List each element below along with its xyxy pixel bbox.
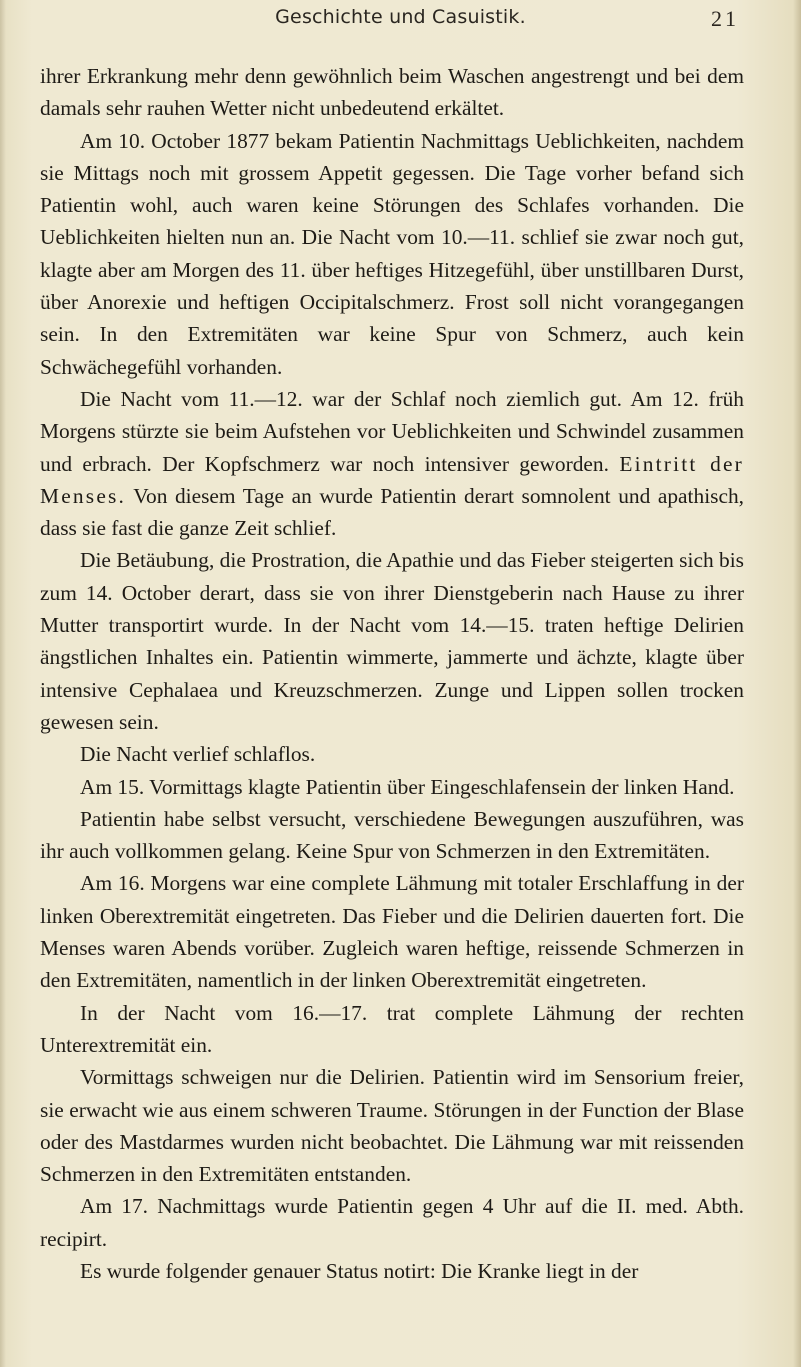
paragraph-3-part-a: Die Nacht vom 11.—12. war der Schlaf noch ziemlich gut. Am 12. früh Morgens stürzte sie beim Aufstehen vor Ueblichkeiten und Schwindel zusammen und erbrach. Der Kopfschmerz war noch intensiver geworden.	[40, 386, 744, 476]
page-header	[0, 6, 801, 36]
paragraph-4: Die Betäubung, die Prostration, die Apathie und das Fieber steigerten sich bis zum 14. October derart, dass sie von ihrer Dienstgeberin nach Hause zu ihrer Mutter transportirt wurde. In der Nacht vom 14.—15. traten heftige Delirien ängstlichen Inhaltes ein. Patientin wimmerte, jammerte und ächzte, klagte über intensive Cephalaea und Kreuzschmerzen. Zunge und Lippen sollen trocken gewesen sein.	[40, 548, 744, 734]
paragraph-10: Vormittags schweigen nur die Delirien. Patientin wird im Sensorium freier, sie erwacht wie aus einem schweren Traume. Störungen in der Function der Blase oder des Mastdarmes wurden nicht beobachtet. Die Lähmung war mit reissenden Schmerzen in den Extremitäten entstanden.	[40, 1065, 744, 1187]
paragraph-3	[40, 383, 744, 544]
paragraph-12: Es wurde folgender genauer Status notirt: Die Kranke liegt in der	[80, 1258, 639, 1283]
running-title: Geschichte und Casuistik.	[275, 6, 526, 28]
paragraph-11: Am 17. Nachmittags wurde Patientin gegen 4 Uhr auf die II. med. Abth. recipirt.	[40, 1194, 744, 1251]
paragraph-1: ihrer Erkrankung mehr denn gewöhnlich beim Waschen angestrengt und bei dem damals sehr rauhen Wetter nicht unbedeutend erkältet.	[40, 64, 744, 121]
body-text	[40, 60, 744, 1287]
paragraph-7: Patientin habe selbst versucht, verschiedene Bewegungen auszuführen, was ihr auch vollkommen gelang. Keine Spur von Schmerzen in den Extremitäten.	[40, 806, 744, 864]
paragraph-3-part-b: Von diesem Tage an wurde Patientin derart somnolent und apathisch, dass sie fast die ganze Zeit schlief.	[40, 483, 744, 541]
page-edge-shadow-right	[793, 0, 801, 1367]
paragraph-9: In der Nacht vom 16.—17. trat complete Lähmung der rechten Unterextremität ein.	[40, 1000, 744, 1057]
paragraph-2: Am 10. October 1877 bekam Patientin Nachmittags Ueblichkeiten, nachdem sie Mittags noch mit grossem Appetit gegessen. Die Tage vorher befand sich Patientin wohl, auch waren keine Störungen des Schlafes vorhanden. Die Ueblichkeiten hielten nun an. Die Nacht vom 10.—11. schlief sie zwar noch gut, klagte aber am Morgen des 11. über heftiges Hitzegefühl, über unstillbaren Durst, über Anorexie und heftigen Occipitalschmerz. Frost soll nicht vorangegangen sein. In den Extremitäten war keine Spur von Schmerz, auch kein Schwächegefühl vorhanden.	[40, 128, 744, 379]
page-number: 21	[711, 6, 739, 31]
page-edge-shadow-left	[0, 0, 6, 1367]
menses-onset-emphasis: Eintritt der Menses.	[40, 451, 744, 508]
paragraph-5: Die Nacht verlief schlaflos.	[80, 742, 316, 767]
paragraph-8: Am 16. Morgens war eine complete Lähmung mit totaler Erschlaffung in der linken Oberextremität eingetreten. Das Fieber und die Delirien dauerten fort. Die Menses waren Abends vorüber. Zugleich waren heftige, reissende Schmerzen in den Extremitäten, namentlich in der linken Oberextremität eingetreten.	[40, 871, 744, 993]
paragraph-6: Am 15. Vormittags klagte Patientin über Eingeschlafensein der linken Hand.	[80, 774, 735, 799]
